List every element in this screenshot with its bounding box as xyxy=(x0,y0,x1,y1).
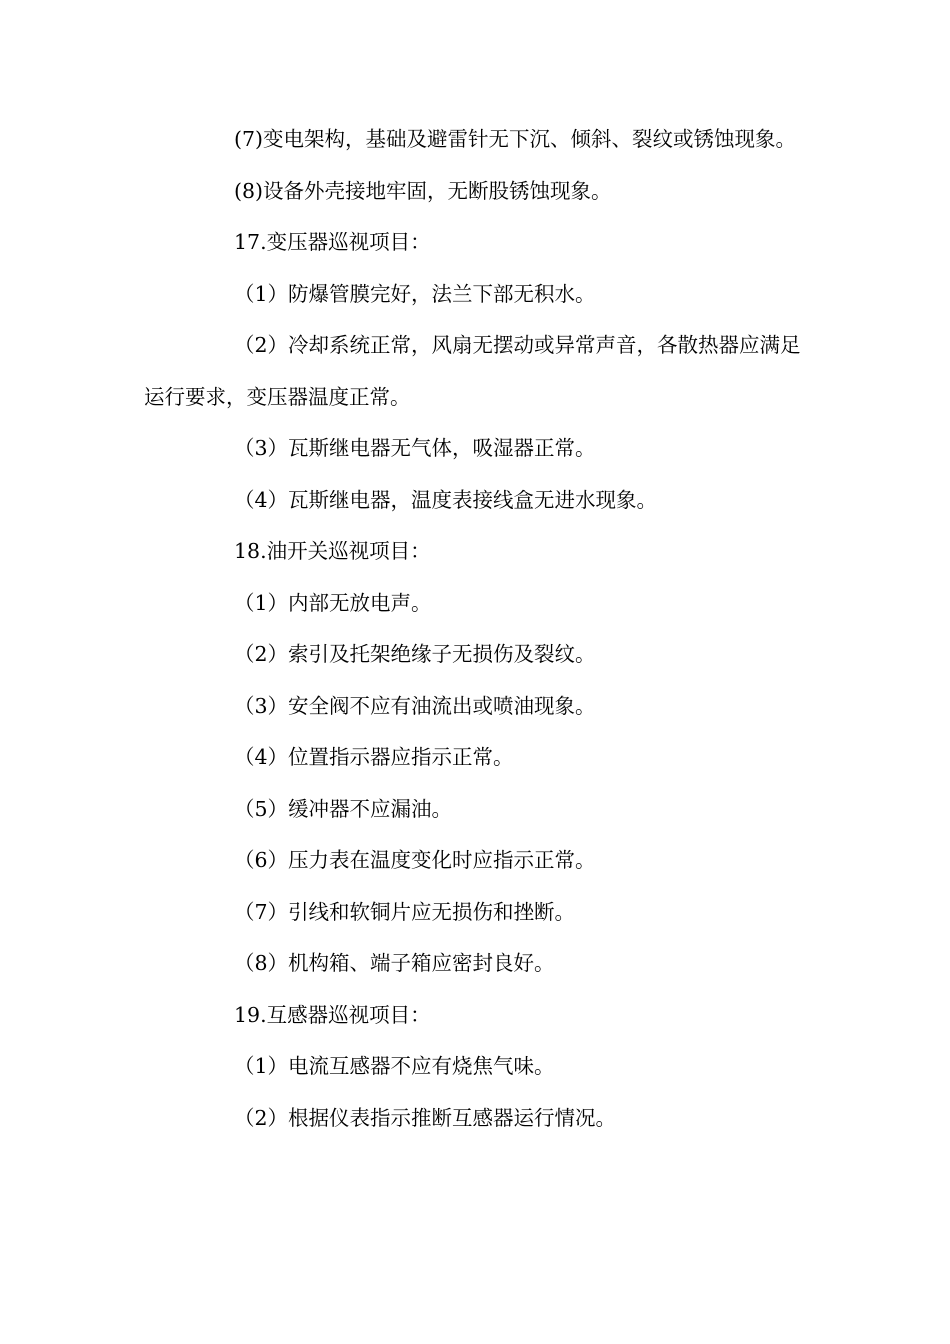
list-item: （3）安全阀不应有油流出或喷油现象。 xyxy=(234,693,596,718)
paragraph-8-grounding: (8)设备外壳接地牢固，无断股锈蚀现象。 xyxy=(234,178,612,203)
list-item: （1）防爆管膜完好，法兰下部无积水。 xyxy=(234,281,596,306)
list-item: （2）根据仪表指示推断互感器运行情况。 xyxy=(234,1105,617,1130)
list-item: （6）压力表在温度变化时应指示正常。 xyxy=(234,848,596,872)
section-19-heading: 19.互感器巡视项目： xyxy=(234,1002,431,1027)
list-item: （5）缓冲器不应漏油。 xyxy=(234,796,453,821)
document-body xyxy=(144,114,806,1144)
list-item: （2）索引及托架绝缘子无损伤及裂纹。 xyxy=(234,642,596,666)
list-item: （1）电流互感器不应有烧焦气味。 xyxy=(234,1054,555,1078)
section-17-heading: 17.变压器巡视项目： xyxy=(234,230,431,254)
section-18-heading: 18.油开关巡视项目： xyxy=(234,539,431,563)
list-item: （4）瓦斯继电器，温度表接线盒无进水现象。 xyxy=(234,487,658,512)
list-item: （1）内部无放电声。 xyxy=(234,590,432,615)
list-item: （4）位置指示器应指示正常。 xyxy=(234,745,514,769)
list-item: （2）冷却系统正常，风扇无摆动或异常声音，各散热器应满足运行要求，变压器温度正常。 xyxy=(144,333,801,409)
list-item: （7）引线和软铜片应无损伤和挫断。 xyxy=(234,899,576,924)
paragraph-7-structure: (7)变电架构，基础及避雷针无下沉、倾斜、裂纹或锈蚀现象。 xyxy=(234,127,797,151)
list-item: （8）机构箱、端子箱应密封良好。 xyxy=(234,951,555,975)
list-item: （3）瓦斯继电器无气体，吸湿器正常。 xyxy=(234,436,596,460)
